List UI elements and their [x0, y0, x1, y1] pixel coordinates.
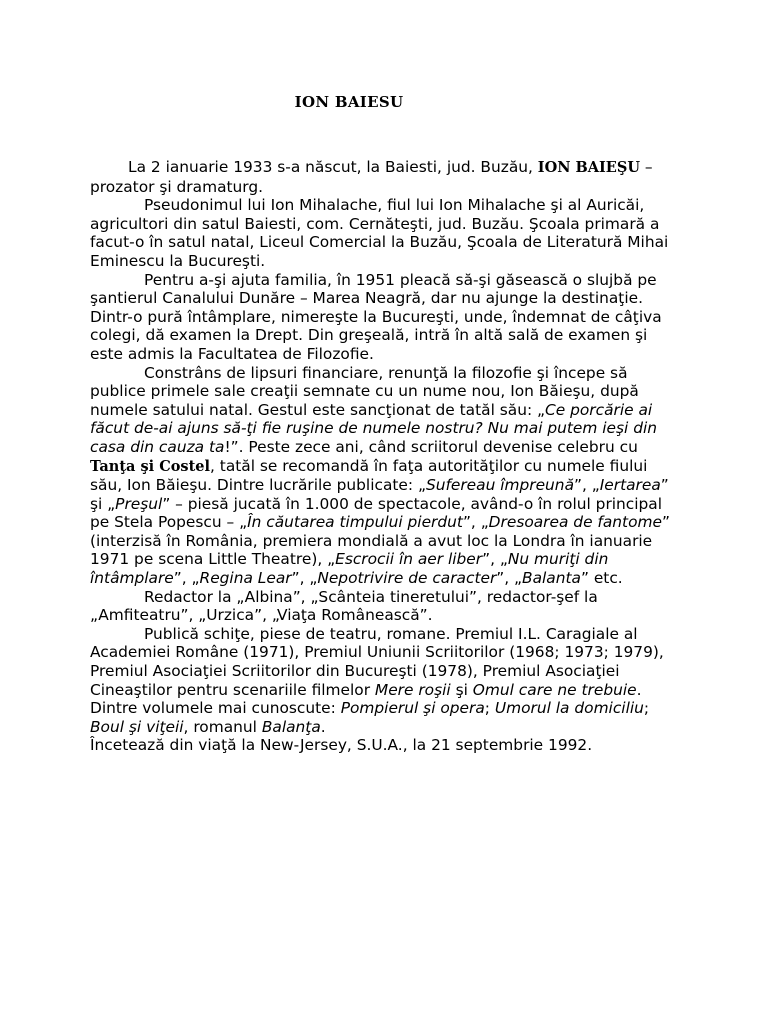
document-body [90, 158, 680, 755]
text-span: Publică schiţe, piese de teatru, romane. Premiul I.L. Caragiale al Academiei Române (1971), Premiul Uniunii Scriitorilor (1968; 1973; 1979), Premiul Asociaţiei Scriitorilor din Bucureşti (1978), Premiul Asociaţiei Cineaştilor pentru scenariile filmelor [90, 624, 664, 699]
work-title: Nu muriţi din întâmplare [90, 550, 609, 588]
paragraph-editor: Redactor la „Albina”, „Scânteia tineretului”, redactor-şef la „Amfiteatru”, „Urzica”, „Viaţa Românească”. [90, 587, 598, 625]
volume-title: Boul şi viţeii [90, 717, 184, 736]
text-span: , romanul [183, 717, 262, 736]
film-title: Mere roşii [374, 680, 451, 699]
document-title: ION BAIESU [294, 93, 404, 111]
paragraph-works [90, 625, 680, 737]
text-span: ”, „ [574, 476, 600, 495]
work-title: În căutarea timpului pierdut [247, 513, 463, 532]
text-span: ” şi „ [90, 476, 669, 513]
paragraph-pseudonym: Pseudonimul lui Ion Mihalache, fiul lui Ion Mihalache şi al Auricăi, agricultori din satul Baiesti, com. Cernăteşti, jud. Buzău. Şcoala primară a facut-o în satul natal, Liceul Comercial la Buzău, Şcoala de Literatură Mihai Eminescu la Bucureşti. [90, 196, 669, 270]
work-title: Preşul [115, 494, 163, 513]
text-span: Constrâns de lipsuri financiare, renunţă la filozofie şi începe să publice primele sale creaţii semnate cu un nume nou, Ion Băieşu, după numele satului natal. Gestul este sancţionat de tatăl său: „ [90, 363, 639, 419]
work-title: Escrocii în aer liber [335, 550, 483, 569]
text-span: ”, „ [173, 569, 200, 588]
text-span: !”. Peste zece ani, când scriitorul devenise celebru cu [224, 437, 638, 456]
work-title: Iertarea [599, 476, 661, 495]
work-title: Sufereau împreună [425, 476, 574, 495]
text-span: ”, „ [462, 513, 489, 532]
paragraph-youth: Pentru a-şi ajuta familia, în 1951 pleacă să-şi găsească o slujbă pe şantierul Canalului Dunăre – Marea Neagră, dar nu ajunge la destinaţie. Dintr-o pură întâmplare, nimereşte la Bucureşti, unde, îndemnat de câţiva colegi, dă examen la Drept. Din greşeală, intră în altă sală de examen şi este admis la Facultatea de Filozofie. [90, 270, 662, 363]
father-quote: Ce porcărie ai făcut de-ai ajuns să-ţi fie ruşine de numele nostru? Nu mai putem ieşi din casa din cauza ta [90, 400, 658, 456]
paragraph-death: Încetează din viaţă la New-Jersey, S.U.A., la 21 septembrie 1992. [90, 736, 593, 755]
text-span: şi [450, 680, 473, 699]
text-span: . [320, 717, 326, 736]
paragraph-birth [90, 158, 680, 196]
text-span: ” etc. [580, 569, 623, 588]
text-span: ”, „ [291, 569, 318, 588]
text-span: ”, „ [482, 550, 508, 569]
volume-title: Umorul la domiciliu [494, 699, 644, 718]
text-span: , tatăl se recomandă în faţa autorităţilor cu numele fiului său, Ion Băieşu. Dintre lucrările publicate: „ [90, 456, 648, 495]
work-title: Nepotrivire de caracter [317, 569, 497, 588]
work-title: Balanta [522, 569, 581, 588]
work-title: Regina Lear [199, 569, 292, 588]
text-span: ; [643, 699, 650, 718]
volume-title: Pompierul şi opera [340, 699, 485, 718]
text-span: ” (interzisă în România, premiera mondială a avut loc la Londra în ianuarie 1971 pe scena Little Theatre), „ [90, 513, 670, 569]
text-span: . Dintre volumele mai cunoscute: [90, 680, 642, 718]
work-title-bold: Tanţa şi Costel [90, 457, 211, 475]
work-title: Dresoarea de fantome [488, 513, 662, 532]
text-span: La 2 ianuarie 1933 s-a născut, la Baiesti, jud. Buzău, [128, 158, 538, 176]
paragraph-career [90, 364, 680, 588]
text-span: ” – piesă jucată în 1.000 de spectacole, având-o în rolul principal pe Stela Popescu – „ [90, 494, 663, 532]
text-span: – prozator şi dramaturg. [90, 158, 653, 196]
author-name: ION BAIEŞU [537, 159, 640, 176]
film-title: Omul care ne trebuie [472, 680, 637, 699]
novel-title: Balanţa [261, 717, 321, 736]
text-span: ”, „ [496, 569, 523, 588]
text-span: ; [484, 699, 495, 718]
